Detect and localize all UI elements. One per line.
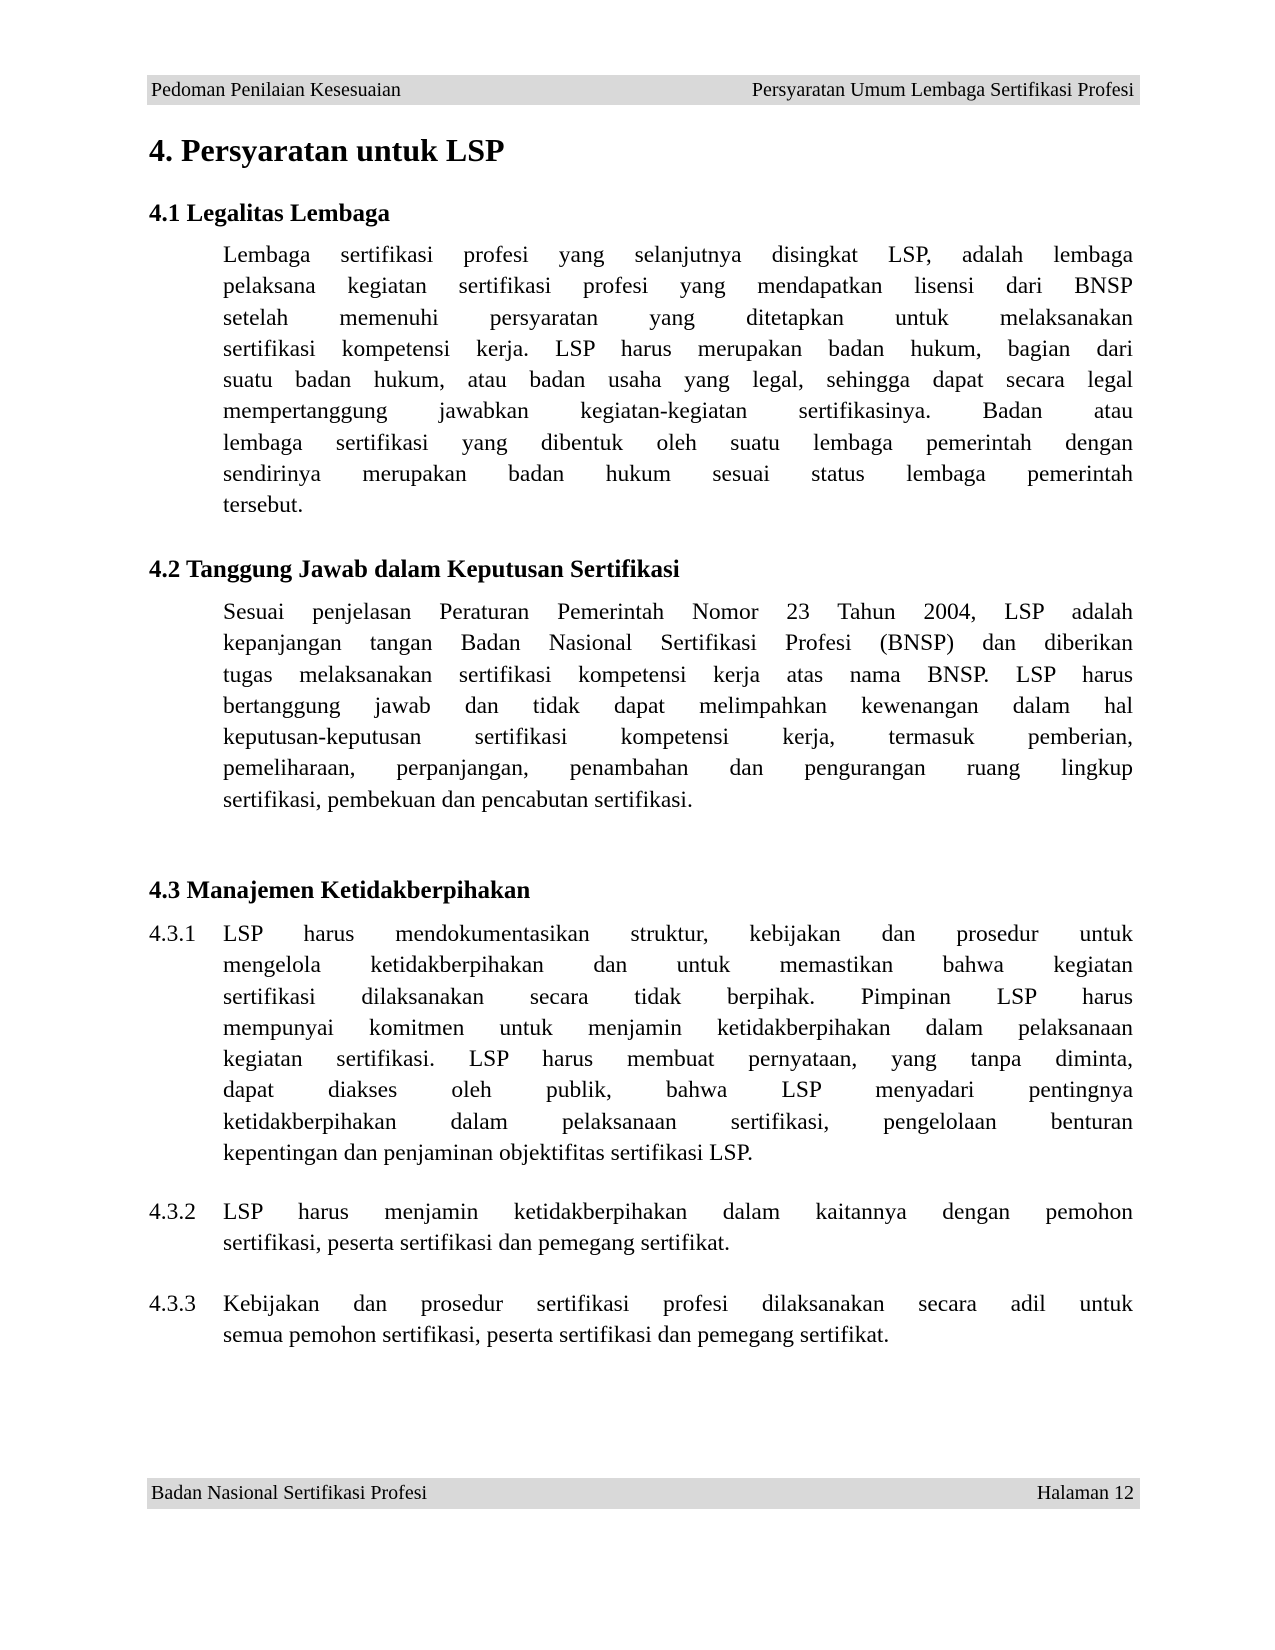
footer-organization: Badan Nasional Sertifikasi Profesi xyxy=(151,1482,428,1504)
item-4-3-1-paragraph xyxy=(223,919,1133,1169)
text-line: LSP harus mendokumentasikan struktur, kebijakan dan prosedur untuk xyxy=(223,921,1133,947)
item-number-4-3-3: 4.3.3 xyxy=(149,1291,196,1317)
text-line: bertanggung jawab dan tidak dapat melimpahkan kewenangan dalam hal xyxy=(223,692,1133,719)
item-number-4-3-1: 4.3.1 xyxy=(149,921,196,947)
text-line: kegiatan sertifikasi. LSP harus membuat pernyataan, yang tanpa diminta, xyxy=(223,1046,1133,1072)
text-line: mengelola ketidakberpihakan dan untuk memastikan bahwa kegiatan xyxy=(223,952,1133,979)
page-footer xyxy=(147,1478,1140,1509)
text-line: tugas melaksanakan sertifikasi kompetensi kerja atas nama BNSP. LSP harus xyxy=(223,661,1133,688)
text-line: sertifikasi kompetensi kerja. LSP harus merupakan badan hukum, bagian dari xyxy=(223,335,1133,362)
text-line: sertifikasi dilaksanakan secara tidak berpihak. Pimpinan LSP harus xyxy=(223,983,1133,1010)
text-line: Kebijakan dan prosedur sertifikasi profesi dilaksanakan secara adil untuk xyxy=(223,1291,1133,1317)
chapter-title: 4. Persyaratan untuk LSP xyxy=(149,132,505,168)
text-line: Lembaga sertifikasi profesi yang selanjutnya disingkat LSP, adalah lembaga xyxy=(223,242,1133,268)
text-line: pelaksana kegiatan sertifikasi profesi yang mendapatkan lisensi dari BNSP xyxy=(223,273,1133,300)
text-line: ketidakberpihakan dalam pelaksanaan sertifikasi, pengelolaan benturan xyxy=(223,1108,1133,1135)
page-number: Halaman 12 xyxy=(1036,1482,1134,1504)
header-document-title: Pedoman Penilaian Kesesuaian xyxy=(151,79,401,101)
text-line: sendirinya merupakan badan hukum sesuai status lembaga pemerintah xyxy=(223,460,1133,487)
text-line: mempunyai komitmen untuk menjamin ketidakberpihakan dalam pelaksanaan xyxy=(223,1014,1133,1041)
text-line: mempertanggung jawabkan kegiatan-kegiatan sertifikasinya. Badan atau xyxy=(223,398,1133,425)
text-line: sertifikasi, peserta sertifikasi dan pemegang sertifikat. xyxy=(223,1230,731,1257)
page-header xyxy=(147,75,1140,105)
text-line: setelah memenuhi persyaratan yang ditetapkan untuk melaksanakan xyxy=(223,304,1133,331)
item-4-3-3-paragraph xyxy=(223,1289,1133,1352)
section-4-1-paragraph xyxy=(223,240,1133,521)
text-line: pemeliharaan, perpanjangan, penambahan dan pengurangan ruang lingkup xyxy=(223,755,1133,782)
text-line: kepanjangan tangan Badan Nasional Sertifikasi Profesi (BNSP) dan diberikan xyxy=(223,630,1133,657)
text-line: LSP harus menjamin ketidakberpihakan dalam kaitannya dengan pemohon xyxy=(223,1199,1133,1225)
section-heading-4-1: 4.1 Legalitas Lembaga xyxy=(149,200,390,227)
section-4-2-paragraph xyxy=(223,597,1133,816)
text-line: Sesuai penjelasan Peraturan Pemerintah Nomor 23 Tahun 2004, LSP adalah xyxy=(223,599,1133,625)
text-line: lembaga sertifikasi yang dibentuk oleh suatu lembaga pemerintah dengan xyxy=(223,429,1133,456)
text-line: sertifikasi, pembekuan dan pencabutan sertifikasi. xyxy=(223,786,693,813)
text-line: dapat diakses oleh publik, bahwa LSP menyadari pentingnya xyxy=(223,1077,1133,1104)
text-line: semua pemohon sertifikasi, peserta sertifikasi dan pemegang sertifikat. xyxy=(223,1322,890,1349)
section-heading-4-2: 4.2 Tanggung Jawab dalam Keputusan Sertifikasi xyxy=(149,556,680,583)
header-section-title: Persyaratan Umum Lembaga Sertifikasi Profesi xyxy=(751,79,1134,101)
section-heading-4-3: 4.3 Manajemen Ketidakberpihakan xyxy=(149,877,531,904)
item-number-4-3-2: 4.3.2 xyxy=(149,1199,196,1225)
text-line: keputusan-keputusan sertifikasi kompetensi kerja, termasuk pemberian, xyxy=(223,724,1133,750)
text-line: kepentingan dan penjaminan objektifitas sertifikasi LSP. xyxy=(223,1139,753,1166)
item-4-3-2-paragraph xyxy=(223,1197,1133,1260)
text-line: suatu badan hukum, atau badan usaha yang legal, sehingga dapat secara legal xyxy=(223,367,1133,393)
text-line: tersebut. xyxy=(223,492,304,518)
